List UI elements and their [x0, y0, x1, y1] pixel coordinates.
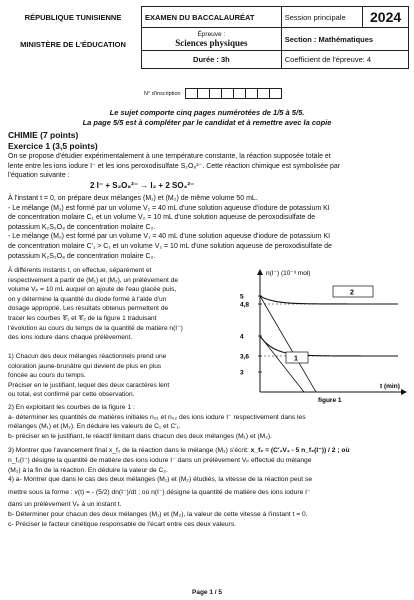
exercice-title: Exercice 1 (3,5 points) — [8, 141, 98, 151]
y-tick-label: 4,8 — [240, 301, 250, 309]
curve-2-label: 2 — [350, 289, 354, 297]
duree-label: Durée : 3h — [142, 51, 282, 69]
text-line: mettre sous la forme : v(t) = - (5/2) dn(I⁻)/dt ; où n(I⁻) désigne la quantité de matière des ions iodure I⁻ — [8, 488, 311, 496]
section-label: Section : Mathématiques — [281, 28, 408, 51]
subject-cell — [142, 28, 282, 51]
figure-1-chart — [238, 266, 410, 406]
figure-caption: figure 1 — [318, 397, 342, 404]
text-line: dosage approprié. Les résultats obtenus permettent de — [8, 305, 169, 313]
session-label: Session principale — [281, 7, 362, 28]
text-line: - Le mélange (M₂) est formé par un volume V₁ = 40 mL d'une solution aqueuse d'iodure de potassium KI — [8, 233, 331, 241]
text-line: volume Vₚ = 10 mL auquel on ajoute de l'eau glacée puis, — [8, 286, 177, 294]
text-line: ou total, est confirmé par cette observation. — [8, 391, 135, 399]
subject-label: Sciences physiques — [175, 38, 248, 48]
y-tick-label: 4 — [240, 333, 244, 341]
text-line: 2) En exploitant les courbes de la figure 1 : — [8, 404, 135, 411]
text-line: c- Préciser le facteur cinétique responsable de l'écart entre ces deux valeurs. — [8, 520, 237, 528]
text-line: dans un prélèvement Vₚ à un instant t. — [8, 501, 122, 509]
curve-1-label: 1 — [294, 355, 298, 363]
notice-annex: La page 5/5 est à compléter par le candidat et à remettre avec la copie — [82, 118, 332, 127]
republic-label: RÉPUBLIQUE TUNISIENNE — [24, 13, 122, 22]
q3-text: 3) Montrer que l'avancement final x_f₂ de la réaction dans le mélange (M₂) s'écrit: — [8, 447, 249, 455]
header-left — [8, 12, 138, 66]
text-line: potassium K₂S₂O₈ de concentration molaire C₂. — [8, 252, 156, 260]
year-label: 2024 — [363, 7, 409, 28]
curve-1 — [260, 336, 398, 356]
y-tick-label: 5 — [240, 293, 244, 301]
q3-formula: x_f₂ = (C′₁V₁ - 5 n_f₂(I⁻)) / 2 ; où — [250, 447, 350, 455]
text-line: foncée au cours du temps. — [8, 372, 86, 380]
ministry-label: MINISTÈRE DE L'ÉDUCATION — [20, 40, 126, 49]
text-line: mélanges (M₁) et (M₂). En déduire les valeurs de C₁ et C′₁. — [8, 423, 181, 431]
text-line: de concentration molaire C₁ et un volume V₂ = 10 mL d'une solution aqueuse de peroxodisulfate de — [8, 214, 316, 222]
coef-label: Coefficient de l'épreuve: 4 — [281, 51, 408, 69]
text-line: l'évolution au cours du temps de la quantité de matière n(I⁻) — [8, 324, 183, 332]
text-line: tracer les courbes 𝒞₁ et 𝒞₂ de la figure 1 traduisant — [8, 314, 157, 322]
notice-pages: Le sujet comporte cinq pages numérotées de 1/5 à 5/5. — [109, 108, 305, 117]
text-line: coloration jaune-brunâtre qui devient de plus en plus — [8, 362, 162, 370]
inscription-boxes[interactable] — [186, 91, 282, 97]
text-line: À l'instant t = 0, on prépare deux mélanges (M₁) et (M₂) de même volume 50 mL. — [8, 195, 258, 202]
y-ticks — [240, 294, 262, 377]
intro-line: l'équation suivante : — [8, 172, 70, 180]
text-line: de concentration molaire C′₁ > C₁ et un volume V₂ = 10 mL d'une solution aqueuse de peroxodisulfate de — [8, 242, 332, 250]
curves — [260, 296, 398, 356]
text-line: on y détermine la quantité du diode formé à l'aide d'un — [8, 295, 167, 303]
y-axis-label: n(I⁻) (10⁻³ mol) — [266, 270, 311, 277]
y-tick-label: 3 — [240, 369, 244, 377]
question-1 — [8, 352, 240, 400]
intro-line: lente entre les ions iodure I⁻ et les ions peroxodisulfate S₂O₈²⁻. Cette réaction chimique est symbolisée par — [8, 162, 341, 170]
chimie-title: CHIMIE (7 points) — [8, 130, 79, 140]
procedure-block — [8, 266, 238, 343]
text-line: 1) Chacun des deux mélanges réactionnels prend une — [8, 353, 167, 360]
text-line: b- Déterminer pour chacun des deux mélanges (M₁) et (M₂), la valeur de cette vitesse à l'instant t = 0. — [8, 510, 308, 518]
text-line: - Le mélange (M₁) est formé par un volume V₁ = 40 mL d'une solution aqueuse d'iodure de potassium KI — [8, 204, 330, 212]
exam-header-table — [141, 6, 409, 69]
tangent-line-2 — [260, 296, 316, 392]
curve-2 — [260, 296, 398, 304]
text-line: respectivement à partir de (M₁) et (M₂), un prélèvement de — [8, 276, 179, 284]
text-line: n_f₂(I⁻) désigne la quantité de matière des ions iodure I⁻ dans un prélèvement Vₚ effectué du mélange — [8, 456, 312, 464]
text-line: À différents instants t, on effectue, séparément et — [8, 267, 152, 274]
text-line: (M₂) à la fin de la réaction. En déduire la valeur de C₂. — [8, 466, 168, 474]
text-line: Préciser en le justifiant, lequel des deux caractères lent — [8, 381, 170, 389]
exam-label: EXAMEN DU BACCALAURÉAT — [142, 7, 282, 28]
text-line: 4) a- Montrer que dans le cas des deux mélanges (M₁) et (M₂) étudiés, la vitesse de la réaction peut se — [8, 476, 313, 484]
text-line: potassium K₂S₂O₈ de concentration molaire C₂. — [8, 223, 156, 231]
inscription-label: N° d'inscription — [144, 90, 181, 97]
y-tick-label: 3,6 — [240, 353, 250, 361]
questions-2-4 — [8, 403, 408, 529]
text-line — [8, 446, 408, 456]
tangent-line-1 — [260, 336, 304, 392]
inscription-field — [144, 88, 282, 99]
mixtures-block — [8, 194, 406, 261]
intro-block — [8, 152, 406, 181]
text-line: a- déterminer les quantités de matières initiales n₀₁ et n₀₂ des ions iodure I⁻ respectivement dans les — [8, 413, 306, 421]
x-axis-label: t (min) — [380, 383, 400, 390]
intro-line: On se propose d'étudier expérimentalement à une température constante, la réaction supposée totale et — [8, 153, 331, 160]
reaction-equation: 2 I⁻ + S₂O₈²⁻ → I₂ + 2 SO₄²⁻ — [90, 181, 195, 190]
page-footer: Page 1 / 5 — [192, 589, 222, 596]
text-line: des ions iodure dans chaque prélèvement. — [8, 334, 133, 342]
epreuve-label: Épreuve : — [197, 31, 226, 38]
text-line: b- préciser en le justifiant, le réactif limitant dans chacun des deux mélanges (M₁) et (M₂). — [8, 432, 272, 440]
